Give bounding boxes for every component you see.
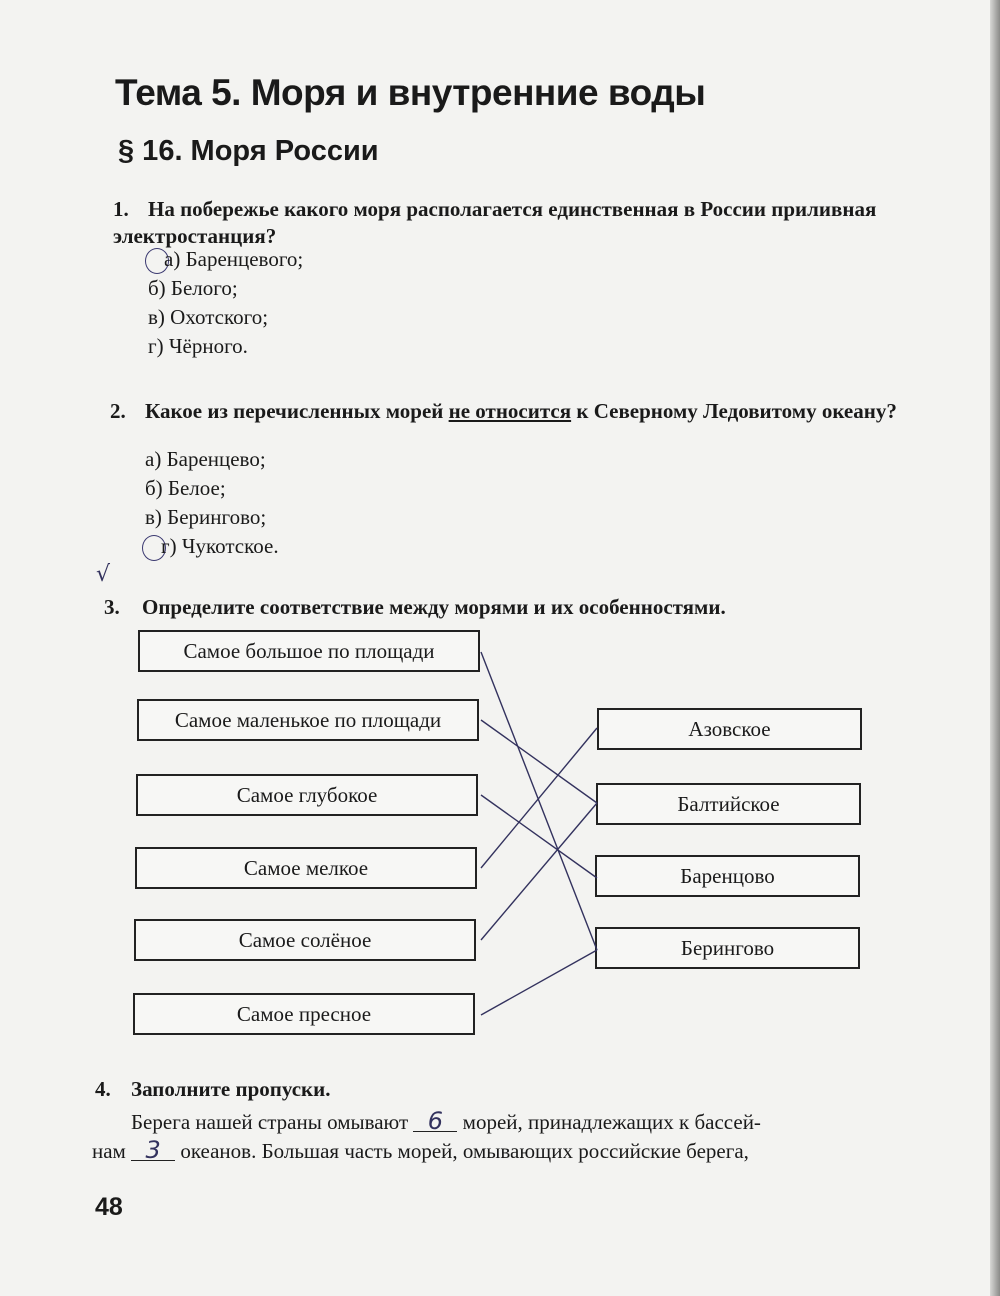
question-2: 2. Какое из перечисленных морей не относится к Северному Ледовитому океану? bbox=[110, 399, 897, 423]
sea-box[interactable]: Баренцово bbox=[595, 855, 860, 897]
check-mark: √ bbox=[96, 562, 111, 587]
topic-title: Тема 5. Моря и внутренние воды bbox=[115, 72, 706, 113]
match-line bbox=[481, 950, 597, 1015]
feature-box[interactable]: Самое солёное bbox=[134, 919, 476, 961]
feature-box[interactable]: Самое мелкое bbox=[135, 847, 477, 889]
option-2b[interactable]: б) Белое; bbox=[145, 476, 226, 500]
match-line bbox=[481, 803, 597, 940]
feature-box[interactable]: Самое маленькое по площади bbox=[137, 699, 479, 741]
option-1b[interactable]: б) Белого; bbox=[148, 276, 238, 301]
question-1: 1. На побережье какого моря располагается единственная в России приливная электростанция? bbox=[113, 197, 877, 248]
question-1-text: На побережье какого моря располагается единственная в России приливная электростанция? bbox=[113, 197, 877, 248]
feature-box[interactable]: Самое глубокое bbox=[136, 774, 478, 816]
blank-input-2[interactable]: 3 bbox=[131, 1140, 175, 1161]
underlined-text: не относится bbox=[448, 399, 572, 423]
fill-line-2: нам 3 океанов. Большая часть морей, омывающих российские берега, bbox=[92, 1136, 749, 1164]
option-1c[interactable]: в) Охотского; bbox=[148, 305, 269, 330]
question-3: 3. Определите соответствие между морями и их особенностями. bbox=[104, 595, 726, 619]
option-2a[interactable]: а) Баренцево; bbox=[145, 447, 266, 471]
match-line bbox=[481, 728, 597, 868]
option-1d[interactable]: г) Чёрного. bbox=[148, 334, 248, 359]
feature-box[interactable]: Самое пресное bbox=[133, 993, 475, 1035]
option-2d[interactable]: г) Чукотское. bbox=[145, 532, 279, 561]
sea-box[interactable]: Азовское bbox=[597, 708, 862, 750]
match-line bbox=[481, 720, 597, 803]
question-4: 4. Заполните пропуски. bbox=[95, 1077, 331, 1101]
sea-box[interactable]: Балтийское bbox=[596, 783, 861, 825]
match-line bbox=[481, 795, 597, 878]
fill-line-1: Берега нашей страны омывают 6 морей, принадлежащих к бассей- bbox=[131, 1107, 761, 1135]
sea-box[interactable]: Берингово bbox=[595, 927, 860, 969]
option-2c[interactable]: в) Берингово; bbox=[145, 505, 267, 529]
option-1a[interactable]: а) Баренцевого; bbox=[148, 245, 303, 274]
section-title: § 16. Моря России bbox=[118, 135, 379, 167]
page-number: 48 bbox=[95, 1193, 123, 1221]
feature-box[interactable]: Самое большое по площади bbox=[138, 630, 480, 672]
blank-input-1[interactable]: 6 bbox=[413, 1111, 457, 1132]
match-line bbox=[481, 652, 597, 950]
